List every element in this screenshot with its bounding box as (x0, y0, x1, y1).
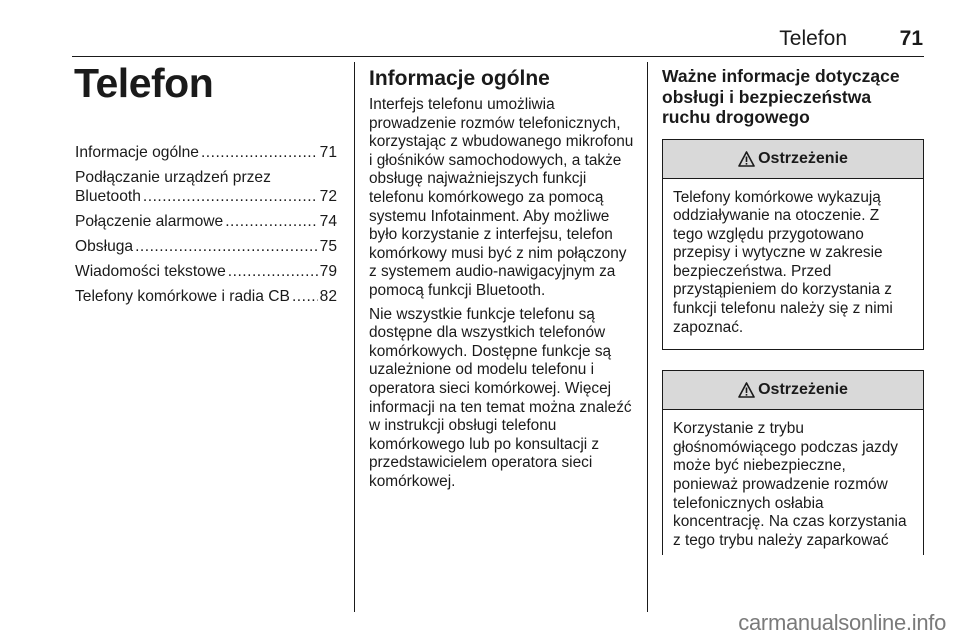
warning-header (663, 371, 923, 410)
warning-heading: Ostrzeżenie (758, 381, 848, 399)
toc-entry-label: Informacje ogólne (75, 144, 199, 161)
toc-entry[interactable] (75, 212, 337, 231)
column-divider-2 (647, 62, 648, 612)
toc-entry[interactable] (75, 143, 337, 162)
warning-text: Telefony komórkowe wykazują oddziaływanie na otoczenie. Z tego względu przygotowano przepisy i wytyczne w zakresie bezpieczeństwa. Przed przystąpieniem do korzystania z funkcji telefonu należy się z nimi zapoznać. (673, 188, 893, 336)
subsection-title: Ważne informacje dotyczące obsługi i bezpieczeństwa ruchu drogowego (662, 66, 900, 127)
toc-entry-page: 79 (319, 263, 337, 280)
section-title: Informacje ogólne (369, 67, 550, 90)
toc-entry-label: Wiadomości tekstowe (75, 263, 226, 280)
toc-entry[interactable] (75, 168, 337, 206)
page-number: 71 (899, 27, 923, 50)
warning-heading: Ostrzeżenie (758, 149, 848, 167)
toc-entry-label: Telefony komórkowe i radia CB (75, 288, 290, 305)
warning-box (662, 370, 924, 555)
toc-entry-page: 82 (319, 288, 337, 305)
toc-leader-dots (228, 262, 318, 281)
warning-text: Korzystanie z trybu głośnomówiącego podczas jazdy może być niebezpieczne, ponieważ prowadzenie rozmów telefonicznych osłabia koncentrację. Na czas korzystania z tego trybu należy zaparkować (673, 420, 907, 549)
header-rule (72, 56, 924, 57)
toc-entry[interactable] (75, 262, 337, 281)
warning-triangle-icon (738, 151, 755, 167)
warning-header (663, 140, 923, 179)
toc-leader-dots (143, 187, 318, 206)
toc-entry-label: Obsługa (75, 238, 134, 255)
toc-entry-label: Podłączanie urządzeń przez (75, 169, 271, 186)
safety-section (662, 66, 924, 575)
paragraph: Interfejs telefonu umożliwia prowadzenie rozmów telefonicznych, korzystając z wbudowanego mikrofonu i głośników samochodowych, a także obsługę najważniejszych funkcji telefonu komórkowego za pomocą systemu Infotainment. Aby możliwe było korzystanie z interfejsu, telefon komórkowy musi być z nim połączony z systemem audio-nawigacyjnym za pomocą funkcji Bluetooth. (369, 96, 634, 299)
toc-leader-dots (201, 143, 318, 162)
toc-entry-page: 71 (319, 144, 337, 161)
toc-leader-dots (135, 237, 318, 256)
toc-entry-page: 75 (319, 238, 337, 255)
watermark: carmanualsonline.info (738, 610, 946, 635)
toc-leader-dots (292, 287, 318, 306)
toc-entry-page: 74 (319, 213, 337, 230)
paragraph: Nie wszystkie funkcje telefonu są dostępne dla wszystkich telefonów komórkowych. Dostępne funkcje są uzależnione od modelu telefonu i operatora sieci komórkowej. Więcej informacji na ten temat można znaleźć w instrukcji obsługi telefonu komórkowego lub po konsultacji z przedstawicielem operatora sieci komórkowej. (369, 305, 632, 490)
toc-entry[interactable] (75, 287, 337, 306)
toc-entry-page: 72 (319, 188, 337, 205)
running-title: Telefon (779, 27, 847, 50)
toc-entry[interactable] (75, 237, 337, 256)
toc-leader-dots (225, 212, 317, 231)
toc-entry-label: Połączenie alarmowe (75, 213, 224, 230)
table-of-contents (75, 143, 337, 312)
warning-triangle-icon (738, 382, 755, 398)
chapter-title: Telefon (74, 60, 214, 106)
column-divider-1 (354, 62, 355, 612)
general-info-section (369, 66, 637, 496)
warning-box (662, 139, 924, 351)
toc-entry-label-cont: Bluetooth (75, 188, 141, 205)
